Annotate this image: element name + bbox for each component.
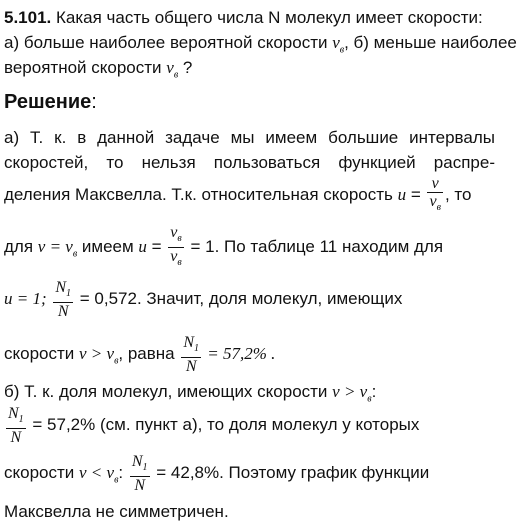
p1-line-3 [4,174,471,216]
problem-line-1 [4,8,483,28]
sub-b: в [367,393,372,405]
sub-1: 1 [66,288,72,300]
eq-sign: = [406,185,426,204]
p2-text-3b: : [118,463,128,482]
frac-num [6,405,26,429]
frac-num [181,334,201,358]
frac-den [427,193,442,216]
p2-text-1a: б) Т. к. доля молекул, имеющих скорости [4,382,333,401]
sub-1: 1 [142,462,148,474]
var-v: v [332,33,340,52]
frac-den: N [57,303,69,321]
fraction-n1-over-n [6,405,26,446]
var-n: N [55,278,67,296]
problem-line-3 [4,58,192,85]
p1-line-5 [4,278,402,320]
p1-text-4a: для [4,237,38,257]
var-v: v [170,248,178,266]
fraction-n1-over-n [53,279,73,320]
cond-v-eq-vb: v = v [37,237,73,257]
p1-text-6b: , равна [118,344,180,363]
sub-b: в [173,69,179,81]
var-u: u [138,237,147,257]
var-u: u [397,185,407,204]
p2-line-2 [4,404,419,446]
p2-text-1b: : [371,382,377,401]
heading-text: Решение [4,91,92,113]
problem-number: 5.101. [4,8,52,27]
sub-b: в [114,474,119,486]
p2-line-3 [4,452,429,494]
heading-colon: : [91,91,97,113]
problem-text-2b: , б) меньше наиболее [344,33,517,52]
frac-num: v [427,175,442,193]
frac-den: N [10,429,22,447]
u-equals-1: u = 1; [4,289,47,308]
var-v: v [170,224,178,241]
problem-text-1: Какая часть общего числа N молекул имеет скорости: [56,8,483,27]
p1-line-2: скоростей, то нельзя пользоваться функцией распре- [4,153,495,172]
fraction-v-over-vb [427,175,442,216]
p2-text-3c: = 42,8%. Поэтому график функции [151,463,430,482]
var-n: N [183,333,195,351]
fraction-n1-over-n [130,453,150,494]
p1-text-5b: = 0,572. Значит, доля молекул, имеющих [75,289,403,308]
problem-text-3b: ? [178,58,193,77]
fraction-n1-over-n [181,334,201,375]
var-v: v [429,192,437,210]
frac-den: N [185,358,197,376]
p1-text-4c: = 1. По таблице 11 находим для [185,237,444,257]
sub-b: в [72,248,78,260]
p1-text-4b: имеем [77,237,139,257]
p1-line-1: а) Т. к. в данной задаче мы имеем большие интервалы [4,128,495,147]
sub-b: в [177,257,182,269]
var-n: N [131,452,143,470]
frac-den: N [134,477,146,495]
p2-line-4: Максвелла не симметричен. [4,502,229,521]
frac-den [168,248,183,271]
sub-1: 1 [18,414,24,426]
p1-line-6 [4,333,275,375]
cond-v-lt-vb: v < v [79,463,115,482]
p1-text-6c: = 57,2% . [203,344,276,363]
eq-sign: = [146,237,167,257]
problem-text-2a: а) больше наиболее вероятной скорости [4,33,333,52]
fraction-vb-over-vb [168,224,183,271]
frac-num [53,279,73,303]
p1-text-6a: скорости [4,344,79,363]
sub-1: 1 [194,343,200,355]
p1-line-4 [4,224,444,269]
frac-num [130,453,150,477]
solution-heading [4,92,97,112]
p2-text-2a: = 57,2% (см. пункт а), то доля молекул у которых [27,415,420,434]
var-n: N [8,404,19,422]
sub-b: в [114,355,119,367]
problem-line-2 [4,33,517,60]
problem-text-3a: вероятной скорости [4,58,167,77]
cond-v-gt-vb: v > v [332,382,368,401]
var-v: v [166,58,174,77]
frac-num [168,224,183,248]
sub-b: в [436,202,441,214]
p2-text-3a: скорости [4,463,79,482]
p1-text-3b: , то [444,185,472,204]
cond-v-gt-vb: v > v [79,344,115,363]
sub-b: в [177,233,182,245]
p1-text-3a: деления Максвелла. Т.к. относительная скорость [4,185,398,204]
sub-b: в [339,44,345,56]
